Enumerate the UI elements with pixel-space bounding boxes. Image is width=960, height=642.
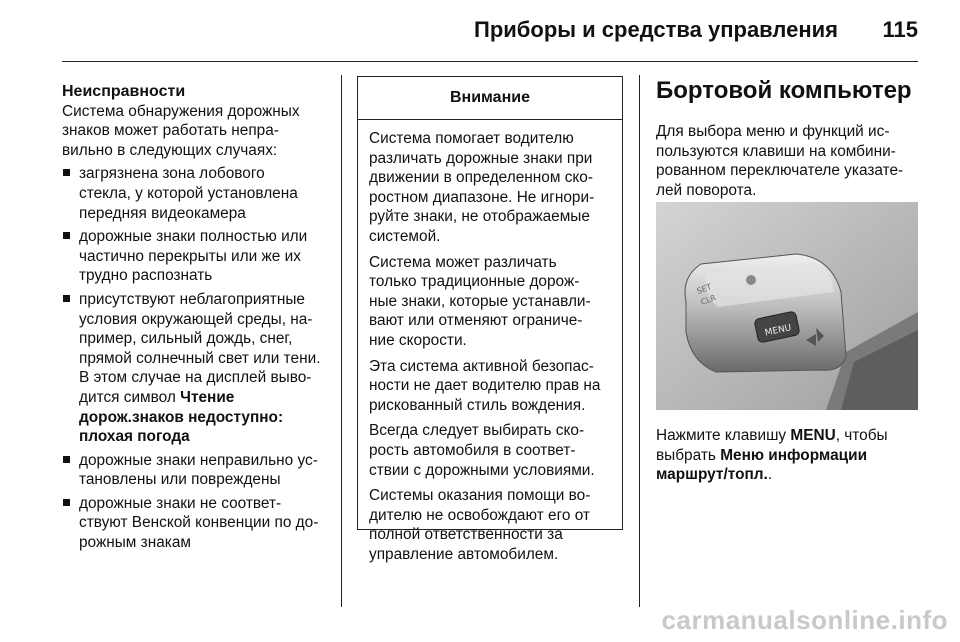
text-line: стекла, у которой установлена	[79, 184, 298, 202]
header-divider	[62, 61, 918, 62]
text-line: частично перекрыты или же их	[79, 247, 301, 265]
bullet-square-icon	[63, 169, 70, 176]
text-line: движении в определенном ско-	[369, 169, 593, 187]
bullet-square-icon	[63, 232, 70, 239]
page-title: Приборы и средства управления	[474, 17, 838, 42]
text-fragment: , чтобы	[835, 427, 888, 444]
text-fragment: выбрать	[656, 446, 721, 464]
note-paragraph	[369, 357, 612, 416]
text-line: ростном диапазоне. Не игнори-	[369, 188, 595, 206]
menu-reference: маршрут/топл.	[656, 466, 768, 484]
section-heading: Бортовой компьютер	[656, 77, 912, 104]
note-paragraph	[369, 129, 612, 247]
stalk-illustration	[656, 202, 918, 410]
column-divider-left	[341, 75, 342, 607]
text-line: управление автомобилем.	[369, 545, 559, 563]
watermark: carmanualsonline.info	[661, 605, 948, 635]
note-paragraph	[369, 486, 612, 564]
text-line: пользуются клавиши на комбини-	[656, 142, 896, 160]
text-line: Система обнаружения дорожных	[62, 102, 300, 120]
display-message: дорож.знаков недоступно:	[79, 408, 284, 426]
text-line: ные знаки, которые устанавли-	[369, 292, 591, 310]
display-message: Чтение	[180, 388, 235, 406]
section-intro	[656, 122, 918, 200]
text-line: дорожные знаки не соответ-	[79, 494, 282, 512]
stalk-label-set: SET	[695, 282, 713, 296]
list-item	[62, 227, 324, 286]
text-fragment: .	[767, 466, 773, 484]
text-line: загрязнена зона лобового	[79, 165, 265, 183]
text-line: передняя видеокамера	[79, 204, 246, 222]
text-line: дорожные знаки полностью или	[79, 228, 308, 246]
note-paragraph	[369, 253, 612, 351]
button-reference: MENU	[790, 427, 836, 444]
note-paragraph	[369, 421, 612, 480]
stalk-label-clr: CLR	[699, 293, 718, 307]
page-number: 115	[882, 17, 918, 42]
text-line: ствуют Венской конвенции по до-	[79, 514, 319, 532]
text-line: тановлены или повреждены	[79, 471, 281, 489]
text-line: дителю не освобождают его от	[369, 506, 590, 524]
text-line: рискованный стиль вождения.	[369, 396, 586, 414]
list-item	[62, 451, 324, 490]
list-item	[62, 164, 324, 223]
page-header	[0, 0, 960, 62]
text-line: ние скорости.	[369, 331, 467, 349]
text-line: ности не дает водителю прав на	[369, 377, 601, 395]
bullet-square-icon	[63, 499, 70, 506]
turn-signal-stalk-photo	[656, 202, 918, 410]
section-heading: Неисправности	[62, 83, 186, 100]
text-line: знаков может работать непра-	[62, 122, 279, 140]
list-item	[62, 290, 324, 447]
text-line: В этом случае на дисплей выво-	[79, 369, 312, 387]
text-line: лей поворота.	[656, 181, 757, 199]
menu-button-label: MENU	[764, 323, 793, 339]
malfunctions-section	[62, 82, 324, 557]
text-line: Для выбора меню и функций ис-	[656, 123, 890, 140]
text-line: прямой солнечный свет или тени.	[79, 349, 321, 367]
text-line: дорожные знаки неправильно ус-	[79, 451, 318, 469]
stalk-symbol-icon	[746, 275, 756, 285]
list-item	[62, 494, 324, 553]
text-fragment: Нажмите клавишу	[656, 427, 791, 444]
menu-reference: Меню информации	[720, 446, 868, 464]
text-line: системой.	[369, 227, 441, 245]
text-line: Система может различать	[369, 253, 557, 271]
text-line: Система помогает водителю	[369, 130, 574, 147]
text-line: вают или отменяют ограниче-	[369, 312, 583, 330]
section-intro	[62, 102, 324, 161]
text-line: Всегда следует выбирать ско-	[369, 422, 585, 440]
text-line: полной ответственности за	[369, 526, 563, 544]
text-line: трудно распознать	[79, 267, 213, 285]
malfunction-list	[62, 164, 324, 552]
text-line: присутствуют неблагоприятные	[79, 290, 305, 308]
text-line: пример, сильный дождь, снег,	[79, 330, 293, 348]
text-line: условия окружающей среды, на-	[79, 310, 313, 328]
text-line: различать дорожные знаки при	[369, 149, 593, 167]
column-divider-right	[639, 75, 640, 607]
text-line: вильно в следующих случаях:	[62, 141, 278, 159]
text-line: рость автомобиля в соответ-	[369, 441, 576, 459]
bullet-square-icon	[63, 456, 70, 463]
text-line: рованном переключателе указате-	[656, 162, 904, 180]
text-line: только традиционные дорож-	[369, 273, 580, 291]
text-line: ствии с дорожными условиями.	[369, 461, 595, 479]
text-line: руйте знаки, не отображаемые	[369, 208, 590, 226]
warning-note-box	[357, 76, 623, 563]
text-line: рожным знакам	[79, 534, 191, 552]
bullet-square-icon	[63, 295, 70, 302]
note-body	[358, 120, 622, 564]
display-message: плохая погода	[79, 428, 190, 446]
text-line: дится символ	[79, 388, 181, 406]
text-line: Системы оказания помощи во-	[369, 487, 591, 505]
instruction-text	[656, 426, 918, 485]
text-line: Эта система активной безопас-	[369, 357, 594, 375]
note-heading: Внимание	[358, 77, 622, 120]
